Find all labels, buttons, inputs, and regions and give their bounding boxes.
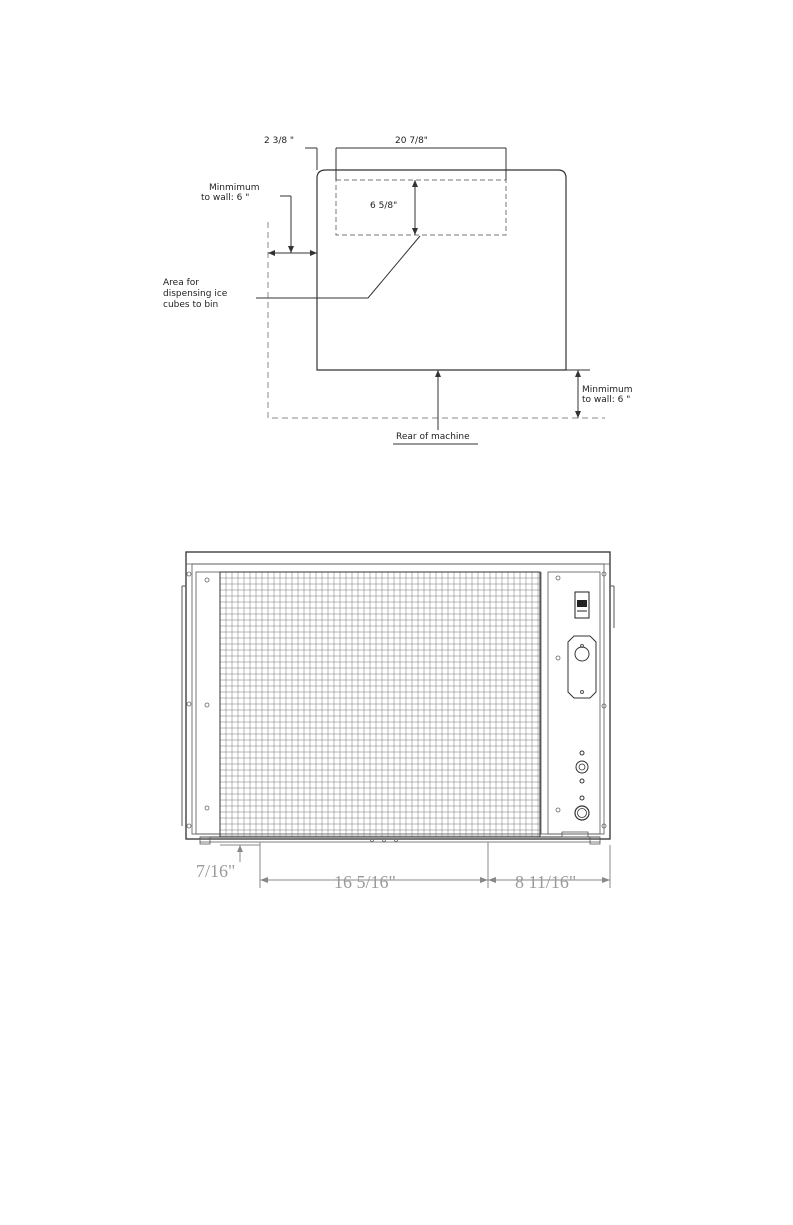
rear-label: Rear of machine [396,432,470,442]
drain-outlet-icon [575,796,589,820]
min-side-line-1: Minmimum [209,183,260,193]
dim-depth: 6 5/8" [370,201,398,211]
dim-width: 20 7/8" [395,136,428,146]
cabinet-frame [186,552,610,839]
dim-middle: 16 5/16" [334,872,396,892]
clearance-outline [268,222,605,418]
min-side-line-2: to wall: 6 " [201,193,250,203]
top-view-diagram [163,136,635,444]
area-label: Area for dispensing ice cubes to bin [163,278,228,310]
dim-left: 7/16" [196,861,236,881]
machine-outline [317,170,566,370]
min-side-label [201,183,262,203]
rear-view-diagram [182,552,614,892]
power-switch-icon [575,592,589,618]
access-plate [568,636,596,698]
min-rear-label: Minmimum to wall: 6 " [582,385,633,405]
dispensing-area-rect [336,180,506,235]
area-leader [256,236,420,298]
dim-side-offset: 2 3/8 " [264,136,295,146]
condenser-grid [220,572,540,837]
control-panel [548,572,600,834]
dim-right: 8 11/16" [515,872,577,892]
water-inlet-icon [576,751,588,783]
